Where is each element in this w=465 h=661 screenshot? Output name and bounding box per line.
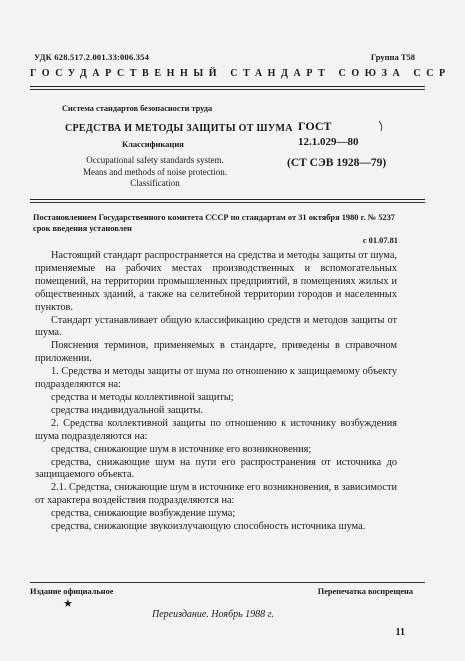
standard-subtitle: Классификация	[122, 139, 184, 149]
english-title-line: Occupational safety standards system.	[86, 155, 224, 165]
star-icon: ★	[63, 598, 73, 610]
standard-title: СРЕДСТВА И МЕТОДЫ ЗАЩИТЫ ОТ ШУМА	[65, 123, 293, 134]
gost-number: 12.1.029—80	[298, 136, 359, 148]
decree-text: Постановлением Государственного комитета СССР по стандартам от 31 октября 1980 г. № 5237 срок введения установлен	[33, 213, 395, 233]
body-paragraph: средства, снижающие шум в источнике его возникновения;	[51, 443, 312, 455]
st-sev-number: (СТ СЭВ 1928—79)	[287, 157, 387, 169]
english-title	[40, 155, 270, 190]
body-paragraph: средства индивидуальной защиты.	[51, 404, 204, 416]
body-paragraph: Настоящий стандарт распространяется на средства и методы защиты от шума, применяемые на рабочих местах производственных и вспомогательных помещений, на территории промышленных предприятий, в помещениях жилых и общественных зданий, а также на селитебной территории городов и населенных пунктов.	[35, 250, 397, 313]
standards-system: Система стандартов безопасности труда	[62, 104, 213, 113]
body-paragraph: средства, снижающие шум на пути его распространения от источника до защищаемого объекта.	[35, 456, 397, 481]
body-paragraph: Стандарт устанавливает общую классификацию средств и методов защиты от шума.	[35, 314, 397, 339]
group-code: Группа Т58	[370, 52, 415, 62]
section-rule-bottom	[30, 202, 425, 203]
body-paragraph: 1. Средства и методы защиты от шума по отношению к защищаемому объекту подразделяются на:	[35, 366, 397, 391]
english-title-line: Classification	[130, 178, 180, 188]
body-paragraph: Пояснения терминов, применяемых в стандарте, приведены в справочном приложении.	[35, 340, 397, 365]
english-title-line: Means and methods of noise protection.	[83, 166, 227, 177]
body-paragraph: 2.1. Средства, снижающие шум в источнике его возникновения, в зависимости от характера воздействия подразделяются на:	[35, 482, 397, 507]
header-rule-bottom	[30, 89, 425, 90]
body-paragraph: средства, снижающие возбуждение шума;	[51, 508, 236, 520]
body-paragraph: средства и методы коллективной защиты;	[51, 391, 234, 403]
udk-code: УДК 628.517.2.001.33:006.354	[34, 52, 150, 62]
standard-body	[35, 250, 397, 534]
header-rule-top	[30, 86, 425, 87]
margin-mark-icon	[378, 120, 384, 132]
reissue-note: Переиздание. Ноябрь 1988 г.	[152, 609, 274, 620]
reprint-prohibited: Перепечатка воспрещена	[317, 587, 413, 596]
body-paragraph: средства, снижающие звукоизлучающую способность источника шума.	[51, 521, 366, 533]
body-paragraph: 2. Средства коллективной защиты по отношению к источнику возбуждения шума подразделяются на:	[35, 417, 397, 442]
page-number: 11	[395, 627, 405, 638]
official-edition: Издание официальное	[30, 587, 114, 596]
footer-rule	[30, 582, 425, 583]
gost-label: ГОСТ	[298, 119, 332, 133]
state-standard-title: ГОСУДАРСТВЕННЫЙ СТАНДАРТ СОЮЗА ССР	[30, 68, 451, 79]
effective-date: с 01.07.81	[362, 236, 398, 245]
section-rule-top	[30, 199, 425, 200]
